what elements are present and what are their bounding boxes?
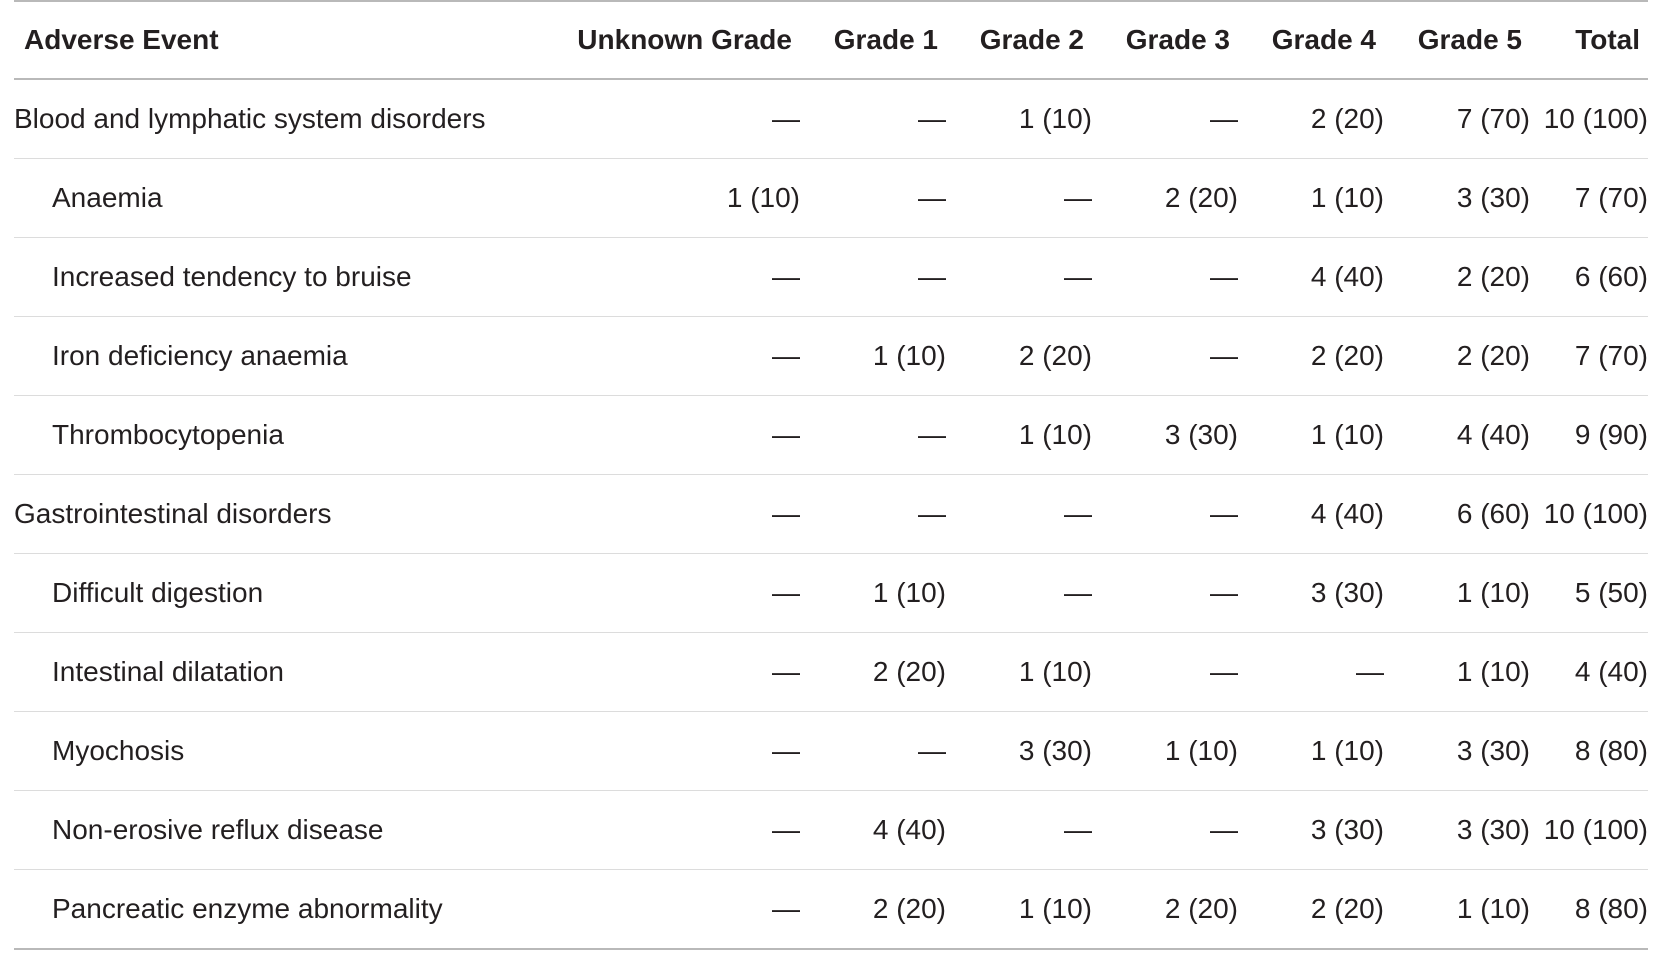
row-label: Non-erosive reflux disease: [14, 791, 554, 870]
cell-grade-2: 1 (10): [946, 870, 1092, 950]
table-row: [14, 791, 1648, 870]
cell-grade-2: 3 (30): [946, 712, 1092, 791]
cell-grade-2: —: [946, 554, 1092, 633]
cell-grade-4: 3 (30): [1238, 554, 1384, 633]
cell-grade-2: 1 (10): [946, 79, 1092, 159]
cell-grade-1: —: [800, 159, 946, 238]
adverse-events-table: [14, 0, 1648, 950]
cell-unknown-grade: —: [554, 238, 800, 317]
cell-grade-2: 1 (10): [946, 396, 1092, 475]
cell-grade-1: 2 (20): [800, 633, 946, 712]
cell-unknown-grade: —: [554, 633, 800, 712]
cell-grade-1: —: [800, 475, 946, 554]
cell-grade-1: —: [800, 712, 946, 791]
cell-grade-3: —: [1092, 633, 1238, 712]
row-label: Increased tendency to bruise: [14, 238, 554, 317]
cell-unknown-grade: —: [554, 712, 800, 791]
cell-grade-2: —: [946, 791, 1092, 870]
cell-grade-4: —: [1238, 633, 1384, 712]
cell-grade-4: 3 (30): [1238, 791, 1384, 870]
cell-grade-1: —: [800, 79, 946, 159]
cell-grade-4: 2 (20): [1238, 79, 1384, 159]
cell-total: 5 (50): [1530, 554, 1648, 633]
cell-grade-2: —: [946, 238, 1092, 317]
cell-grade-2: 2 (20): [946, 317, 1092, 396]
column-header-grade-5: Grade 5: [1384, 1, 1530, 79]
cell-grade-1: —: [800, 396, 946, 475]
column-header-grade-4: Grade 4: [1238, 1, 1384, 79]
row-label: Intestinal dilatation: [14, 633, 554, 712]
row-label: Iron deficiency anaemia: [14, 317, 554, 396]
cell-unknown-grade: 1 (10): [554, 159, 800, 238]
table-row: [14, 475, 1648, 554]
table-row: [14, 712, 1648, 791]
cell-grade-3: —: [1092, 791, 1238, 870]
row-label: Difficult digestion: [14, 554, 554, 633]
cell-grade-3: —: [1092, 238, 1238, 317]
cell-grade-4: 4 (40): [1238, 238, 1384, 317]
table-row: [14, 317, 1648, 396]
column-header-unknown-grade: Unknown Grade: [554, 1, 800, 79]
row-label: Gastrointestinal disorders: [14, 475, 554, 554]
cell-grade-3: —: [1092, 475, 1238, 554]
column-header-grade-2: Grade 2: [946, 1, 1092, 79]
table-row: [14, 159, 1648, 238]
cell-total: 6 (60): [1530, 238, 1648, 317]
cell-grade-5: 2 (20): [1384, 238, 1530, 317]
cell-grade-5: 6 (60): [1384, 475, 1530, 554]
cell-unknown-grade: —: [554, 554, 800, 633]
row-label: Anaemia: [14, 159, 554, 238]
column-header-total: Total: [1530, 1, 1648, 79]
cell-grade-1: 1 (10): [800, 317, 946, 396]
cell-grade-4: 1 (10): [1238, 712, 1384, 791]
cell-grade-5: 3 (30): [1384, 791, 1530, 870]
table-row: [14, 396, 1648, 475]
cell-unknown-grade: —: [554, 870, 800, 950]
cell-unknown-grade: —: [554, 79, 800, 159]
cell-grade-4: 2 (20): [1238, 870, 1384, 950]
cell-total: 7 (70): [1530, 159, 1648, 238]
cell-total: 10 (100): [1530, 79, 1648, 159]
row-label: Pancreatic enzyme abnormality: [14, 870, 554, 950]
cell-total: 10 (100): [1530, 791, 1648, 870]
cell-grade-5: 1 (10): [1384, 554, 1530, 633]
cell-total: 8 (80): [1530, 712, 1648, 791]
column-header-adverse-event: Adverse Event: [14, 1, 554, 79]
cell-grade-5: 7 (70): [1384, 79, 1530, 159]
cell-grade-5: 1 (10): [1384, 870, 1530, 950]
cell-grade-2: —: [946, 159, 1092, 238]
cell-grade-4: 4 (40): [1238, 475, 1384, 554]
cell-grade-2: —: [946, 475, 1092, 554]
column-header-grade-1: Grade 1: [800, 1, 946, 79]
table-header: [14, 1, 1648, 79]
cell-grade-5: 4 (40): [1384, 396, 1530, 475]
row-label: Blood and lymphatic system disorders: [14, 79, 554, 159]
cell-total: 10 (100): [1530, 475, 1648, 554]
cell-grade-3: 2 (20): [1092, 870, 1238, 950]
cell-grade-3: —: [1092, 317, 1238, 396]
cell-total: 8 (80): [1530, 870, 1648, 950]
table-row: [14, 79, 1648, 159]
header-row: [14, 1, 1648, 79]
cell-grade-4: 1 (10): [1238, 159, 1384, 238]
cell-grade-1: 4 (40): [800, 791, 946, 870]
cell-grade-1: 2 (20): [800, 870, 946, 950]
cell-unknown-grade: —: [554, 791, 800, 870]
cell-total: 4 (40): [1530, 633, 1648, 712]
table-row: [14, 238, 1648, 317]
table-row: [14, 554, 1648, 633]
cell-grade-1: —: [800, 238, 946, 317]
cell-grade-4: 2 (20): [1238, 317, 1384, 396]
cell-unknown-grade: —: [554, 396, 800, 475]
cell-grade-4: 1 (10): [1238, 396, 1384, 475]
row-label: Thrombocytopenia: [14, 396, 554, 475]
cell-grade-5: 3 (30): [1384, 712, 1530, 791]
cell-grade-2: 1 (10): [946, 633, 1092, 712]
cell-grade-5: 3 (30): [1384, 159, 1530, 238]
cell-grade-5: 2 (20): [1384, 317, 1530, 396]
cell-unknown-grade: —: [554, 317, 800, 396]
cell-total: 7 (70): [1530, 317, 1648, 396]
cell-unknown-grade: —: [554, 475, 800, 554]
cell-grade-3: 2 (20): [1092, 159, 1238, 238]
column-header-grade-3: Grade 3: [1092, 1, 1238, 79]
cell-grade-5: 1 (10): [1384, 633, 1530, 712]
cell-grade-3: —: [1092, 554, 1238, 633]
cell-grade-3: —: [1092, 79, 1238, 159]
row-label: Myochosis: [14, 712, 554, 791]
cell-grade-1: 1 (10): [800, 554, 946, 633]
cell-grade-3: 1 (10): [1092, 712, 1238, 791]
table-row: [14, 633, 1648, 712]
cell-grade-3: 3 (30): [1092, 396, 1238, 475]
table-row: [14, 870, 1648, 950]
cell-total: 9 (90): [1530, 396, 1648, 475]
table-body: [14, 79, 1648, 949]
